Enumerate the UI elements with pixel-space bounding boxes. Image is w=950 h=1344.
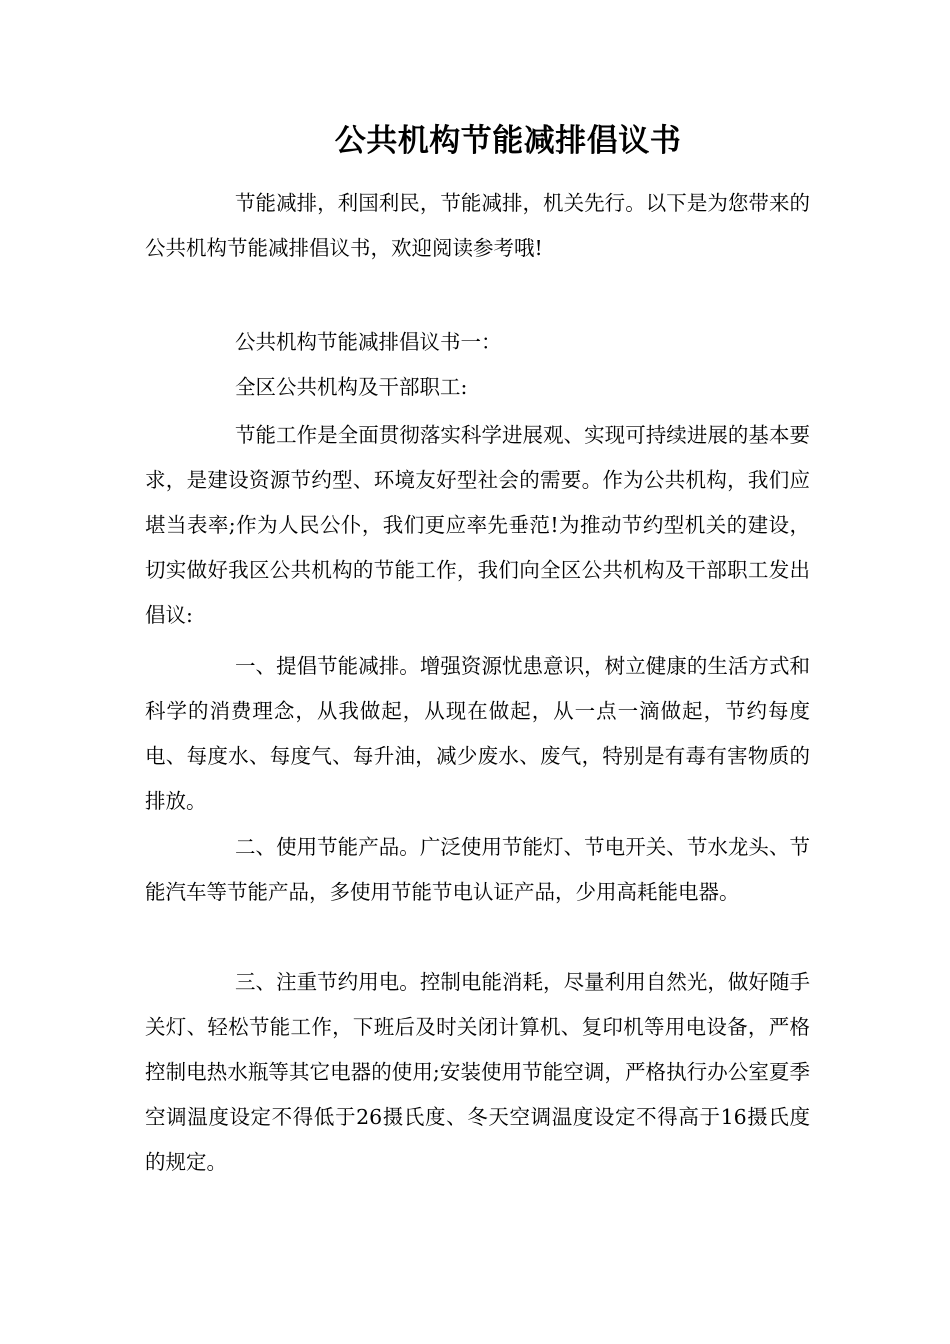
section-heading: 公共机构节能减排倡议书一： [235,330,502,354]
body-paragraph: 节能工作是全面贯彻落实科学进展观、实现可持续进展的基本要求，是建设资源节约型、环境友好型社会的需要。作为公共机构，我们应堪当表率;作为人民公仆，我们更应率先垂范!为推动节约型机关的建设，切实做好我区公共机构的节能工作，我们向全区公共机构及干部职工发出倡议: [145,423,810,627]
body-paragraph: 二、使用节能产品。广泛使用节能灯、节电开关、节水龙头、节能汽车等节能产品，多使用节能节电认证产品，少用高耗能电器。 [145,835,810,904]
intro-paragraph: 节能减排，利国利民，节能减排，机关先行。以下是为您带来的公共机构节能减排倡议书，欢迎阅读参考哦! [145,191,810,260]
body-paragraph: 三、注重节约用电。控制电能消耗，尽量利用自然光，做好随手关灯、轻松节能工作，下班后及时关闭计算机、复印机等用电设备，严格控制电热水瓶等其它电器的使用;安装使用节能空调，严格执行办公室夏季空调温度设定不得低于26摄氏度、冬天空调温度设定不得高于16摄氏度的规定。 [145,970,810,1174]
document-title: 公共机构节能减排倡议书 [334,123,682,159]
body-paragraph: 一、提倡节能减排。增强资源忧患意识，树立健康的生活方式和科学的消费理念，从我做起，从现在做起，从一点一滴做起，节约每度电、每度水、每度气、每升油，减少废水、废气，特别是有毒有害物质的排放。 [145,654,810,813]
salutation: 全区公共机构及干部职工: [235,375,468,399]
